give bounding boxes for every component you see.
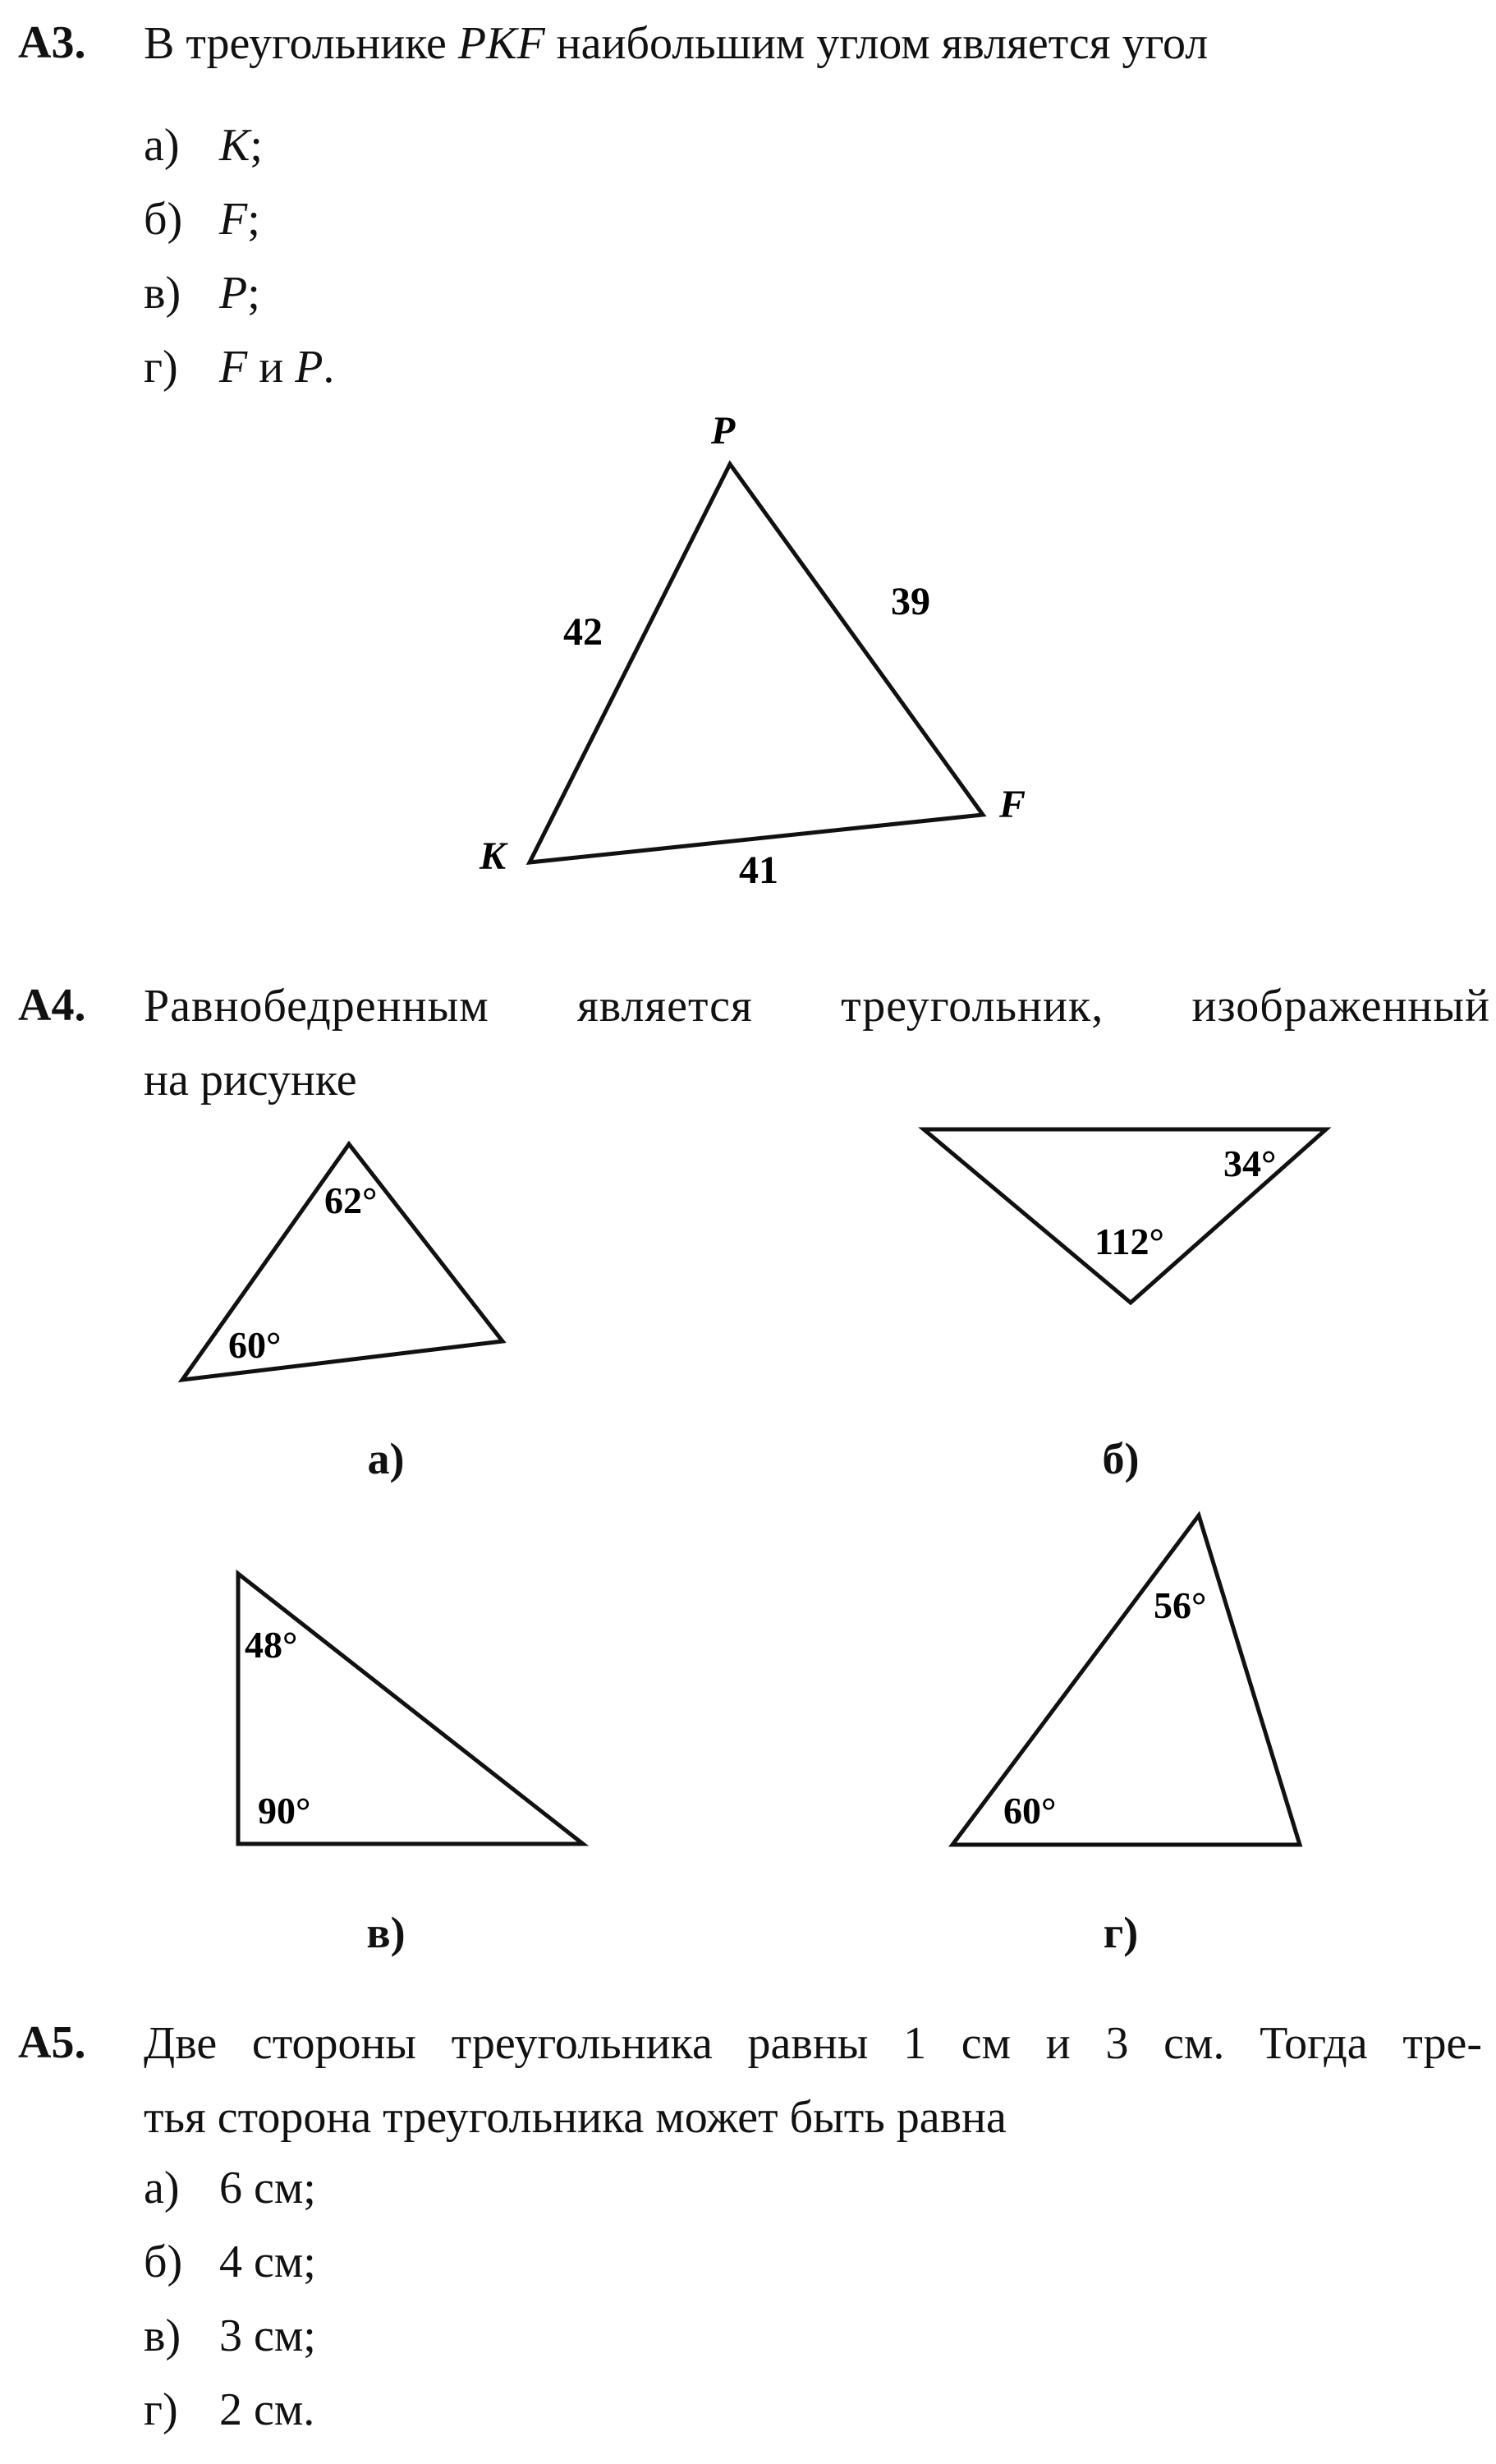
option-value: 3 см; — [219, 2310, 316, 2361]
option-letter: г) — [144, 342, 178, 393]
option-value: 6 см; — [219, 2163, 316, 2213]
answer-option-b[interactable] — [144, 2236, 316, 2288]
question-a3-text-before: В треугольнике — [144, 18, 458, 69]
triangle-pkf — [530, 464, 983, 862]
vertex-label-p: P — [711, 409, 736, 453]
figure-b[interactable] — [924, 1129, 1326, 1303]
angle-label-112: 112° — [1094, 1221, 1164, 1262]
figure-a[interactable] — [182, 1144, 502, 1380]
angle-label-62: 62° — [324, 1179, 378, 1221]
question-a5-line1: Две стороны треугольника равны 1 см и 3 см. Тогда тре- — [144, 2018, 1482, 2069]
option-letter: б) — [144, 194, 183, 245]
question-a4-text — [144, 969, 1490, 1117]
question-a3-number: А3. — [18, 17, 86, 68]
side-label-kf: 41 — [739, 848, 778, 892]
angle-label-60: 60° — [1003, 1790, 1057, 1832]
answer-option-v[interactable] — [144, 2310, 316, 2362]
figure-caption-g: г) — [1103, 1908, 1139, 1957]
option-letter: в) — [144, 2310, 181, 2361]
vertex-label-k: K — [480, 834, 507, 878]
option-value: F; — [219, 194, 260, 245]
triangle-pkf-figure — [0, 0, 1496, 945]
angle-label-56: 56° — [1154, 1584, 1207, 1626]
question-a5-text — [144, 2007, 1482, 2154]
question-a5-line2: тья сторона треугольника может быть равна — [144, 2092, 1007, 2143]
option-value: P; — [219, 268, 260, 319]
angle-label-48: 48° — [245, 1624, 298, 1666]
figure-caption-b: б) — [1102, 1434, 1140, 1483]
option-letter: г) — [144, 2384, 178, 2435]
vertex-label-f: F — [999, 783, 1026, 826]
option-letter: в) — [144, 268, 181, 319]
side-label-pk: 42 — [563, 610, 603, 654]
angle-label-60: 60° — [228, 1324, 282, 1366]
option-value: K; — [219, 120, 263, 171]
question-a5-number: А5. — [18, 2017, 86, 2068]
question-a4-line1: Равнобедренным является треугольник, изображенный — [144, 981, 1490, 1032]
question-a4-line2: на рисунке — [144, 1055, 357, 1106]
figure-caption-v: в) — [366, 1908, 406, 1957]
question-a3-triangle-name: PKF — [457, 18, 545, 69]
angle-label-90: 90° — [258, 1790, 311, 1832]
question-a4-figures — [0, 1109, 1496, 1889]
option-value: 2 см. — [219, 2384, 315, 2435]
question-a3-text-after: наибольшим углом является угол — [544, 18, 1209, 69]
figure-g[interactable] — [952, 1515, 1300, 1845]
option-letter: а) — [144, 120, 180, 171]
figure-v[interactable] — [238, 1574, 583, 1844]
figure-caption-a: а) — [367, 1434, 405, 1483]
option-letter: а) — [144, 2163, 180, 2213]
angle-label-34: 34° — [1223, 1142, 1277, 1184]
option-value: 4 см; — [219, 2236, 316, 2287]
side-label-pf: 39 — [891, 580, 930, 623]
question-a4-number: А4. — [18, 980, 86, 1031]
option-value: F и P. — [219, 342, 335, 393]
option-letter: б) — [144, 2236, 183, 2287]
answer-option-g[interactable] — [144, 2384, 314, 2436]
answer-option-a[interactable] — [144, 2162, 316, 2214]
